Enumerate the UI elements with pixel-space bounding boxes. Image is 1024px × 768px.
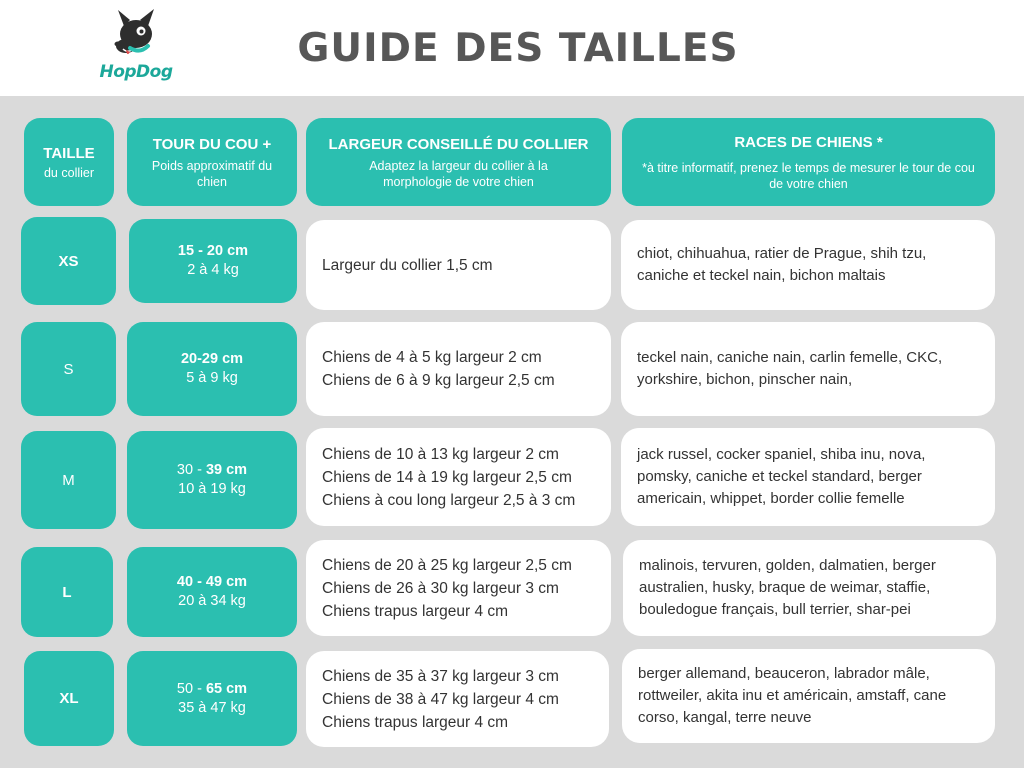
header-tour-sub: Poids approximatif du chien: [151, 158, 273, 189]
neck-range: 15 - 20 cm: [177, 243, 249, 259]
neck-range: 40 - 49 cm: [176, 574, 248, 590]
width-line: Chiens trapus largeur 4 cm: [322, 602, 509, 620]
neck-range-start: 50 -: [176, 680, 206, 697]
header-races: [622, 118, 995, 206]
header-taille-title: TAILLE: [43, 144, 95, 162]
neck-cell-m: [127, 431, 297, 529]
neck-cell-l: [127, 547, 297, 637]
width-line: Largeur du collier 1,5 cm: [322, 256, 493, 274]
size-label: M: [62, 471, 75, 489]
header-tour-title: TOUR DU COU +: [152, 135, 272, 153]
neck-range-end: 39 cm: [205, 462, 248, 478]
page-header: [0, 0, 1024, 96]
width-line: Chiens de 14 à 19 kg largeur 2,5 cm: [322, 468, 572, 486]
neck-range-start: 30 -: [176, 462, 206, 478]
size-cell-s: [21, 322, 116, 416]
width-line: Chiens de 35 à 37 kg largeur 3 cm: [322, 667, 559, 685]
brand-logo: [96, 6, 176, 86]
width-line: Chiens de 38 à 47 kg largeur 4 cm: [322, 690, 559, 708]
width-line: Chiens de 6 à 9 kg largeur 2,5 cm: [322, 372, 555, 389]
size-label: XL: [59, 690, 79, 707]
breeds-cell-m: [621, 428, 995, 526]
neck-range-end: 65 cm: [205, 680, 248, 697]
header-taille: [24, 118, 114, 206]
width-line: Chiens trapus largeur 4 cm: [322, 713, 509, 731]
brand-name: HopDog: [99, 62, 173, 82]
weight-range: 35 à 47 kg: [178, 699, 246, 716]
size-cell-l: [21, 547, 113, 637]
weight-range: 10 à 19 kg: [178, 481, 246, 497]
width-line: Chiens de 26 à 30 kg largeur 3 cm: [322, 579, 559, 597]
breeds-cell-xl: [622, 649, 995, 743]
neck-range: 20-29 cm: [180, 351, 244, 367]
header-largeur-title: LARGEUR CONSEILLÉ DU COLLIER: [328, 135, 589, 153]
header-largeur: [306, 118, 611, 206]
neck-range: [177, 680, 247, 699]
width-line: Chiens de 20 à 25 kg largeur 2,5 cm: [322, 556, 572, 574]
breeds-text: berger allemand, beauceron, labrador mâle, rottweiler, akita inu et américain, amstaff, cane corso, kangal, terre neuve: [638, 665, 947, 726]
header-largeur-sub: Adaptez la largeur du collier à la morphologie de votre chien: [369, 158, 548, 189]
header-tour-du-cou: [127, 118, 297, 206]
header-races-sub: *à titre informatif, prenez le temps de mesurer le tour de cou de votre chien: [642, 160, 975, 191]
size-cell-xl: [24, 651, 114, 746]
header-races-title: RACES DE CHIENS *: [734, 133, 883, 151]
breeds-cell-xs: [621, 220, 995, 310]
width-cell-s: [306, 322, 611, 416]
breeds-cell-l: [623, 540, 996, 636]
neck-range: [177, 461, 247, 480]
page-title: GUIDE DES TAILLES: [297, 26, 739, 71]
width-line: Chiens de 4 à 5 kg largeur 2 cm: [322, 349, 542, 366]
weight-range: 2 à 4 kg: [187, 262, 239, 278]
dog-logo-icon: [96, 6, 176, 66]
size-label: XS: [58, 252, 79, 270]
breeds-text: chiot, chihuahua, ratier de Prague, shih tzu, caniche et teckel nain, bichon maltais: [637, 245, 927, 284]
width-cell-l: [306, 540, 611, 636]
breeds-cell-s: [621, 322, 995, 416]
weight-range: 5 à 9 kg: [186, 370, 238, 386]
neck-cell-s: [127, 322, 297, 416]
width-line: Chiens à cou long largeur 2,5 à 3 cm: [322, 491, 576, 509]
width-cell-xs: [306, 220, 611, 310]
breeds-text: jack russel, cocker spaniel, shiba inu, nova, pomsky, caniche et teckel standard, berger americain, whippet, border collie femelle: [637, 446, 926, 507]
breeds-text: malinois, tervuren, golden, dalmatien, berger australien, husky, braque de weimar, staffie, bouledogue français, bull terrier, shar-pei: [639, 557, 936, 618]
neck-cell-xl: [127, 651, 297, 746]
header-taille-sub: du collier: [43, 165, 95, 180]
neck-cell-xs: [129, 219, 297, 303]
width-cell-xl: [306, 651, 609, 747]
weight-range: 20 à 34 kg: [178, 593, 246, 609]
width-line: Chiens de 10 à 13 kg largeur 2 cm: [322, 445, 559, 463]
size-cell-m: [21, 431, 116, 529]
size-label: L: [62, 583, 72, 601]
size-label: S: [63, 360, 74, 378]
width-cell-m: [306, 428, 611, 526]
size-cell-xs: [21, 217, 116, 305]
breeds-text: teckel nain, caniche nain, carlin femelle, CKC, yorkshire, bichon, pinscher nain,: [637, 349, 943, 388]
